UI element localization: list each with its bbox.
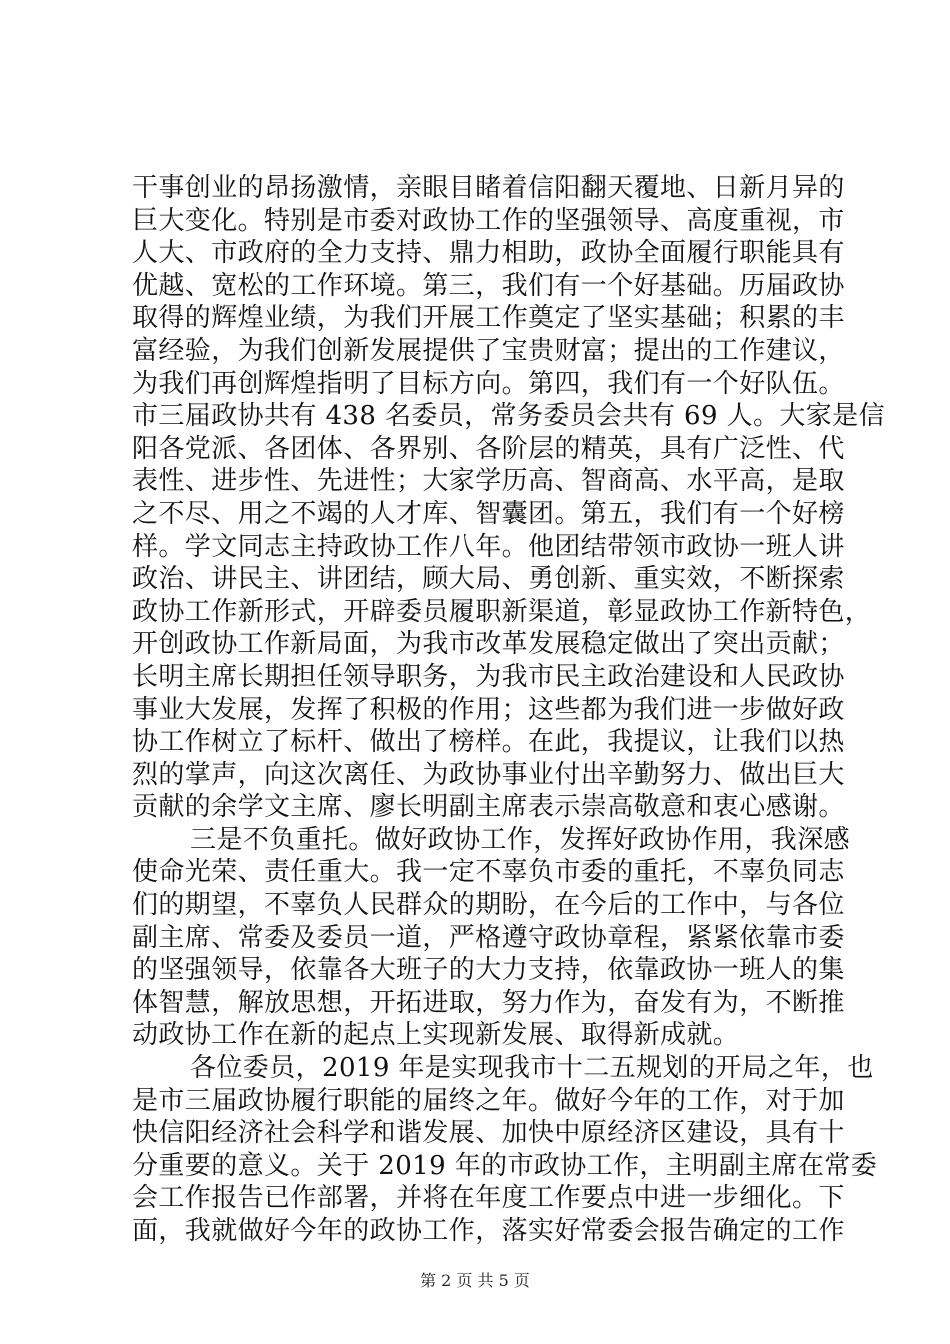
text-line: 副主席、常委及委员一道，严格遵守政协章程，紧紧依靠市委 xyxy=(132,922,845,953)
text-line: 的坚强领导，依靠各大班子的大力支持，依靠政协一班人的集 xyxy=(132,955,845,986)
text-line: 贡献的余学文主席、廖长明副主席表示崇高敬意和衷心感谢。 xyxy=(132,792,845,823)
text-line: 巨大变化。特别是市委对政协工作的坚强领导、高度重视，市 xyxy=(132,205,845,236)
text-line: 三是不负重托。做好政协工作，发挥好政协作用，我深感 xyxy=(190,824,851,855)
text-line: 使命光荣、责任重大。我一定不辜负市委的重托，不辜负同志 xyxy=(132,857,845,888)
text-line: 政协工作新形式，开辟委员履职新渠道，彰显政协工作新特色， xyxy=(132,596,872,627)
text-line: 表性、进步性、先进性；大家学历高、智商高、水平高，是取 xyxy=(132,466,845,497)
text-line: 取得的辉煌业绩，为我们开展工作奠定了坚实基础；积累的丰 xyxy=(132,303,845,334)
page-footer: 第 2 页 共 5 页 xyxy=(420,1271,530,1290)
text-line: 是市三届政协履行职能的届终之年。做好今年的工作，对于加 xyxy=(132,1085,845,1116)
text-line: 政治、讲民主、讲团结，顾大局、勇创新、重实效，不断探索 xyxy=(132,564,845,595)
text-line: 体智慧，解放思想，开拓进取，努力作为，奋发有为，不断推 xyxy=(132,987,845,1018)
text-line: 事业大发展，发挥了积极的作用；这些都为我们进一步做好政 xyxy=(132,694,845,725)
text-line: 协工作树立了标杆、做出了榜样。在此，我提议，让我们以热 xyxy=(132,727,845,758)
text-line: 们的期望，不辜负人民群众的期盼，在今后的工作中，与各位 xyxy=(132,890,845,921)
text-line: 市三届政协共有 438 名委员，常务委员会共有 69 人。大家是信 xyxy=(132,401,885,432)
text-line: 之不尽、用之不竭的人才库、智囊团。第五，我们有一个好榜 xyxy=(132,498,845,529)
text-line: 各位委员，2019 年是实现我市十二五规划的开局之年，也 xyxy=(190,1053,874,1084)
text-line: 长明主席长期担任领导职务，为我市民主政治建设和人民政协 xyxy=(132,661,845,692)
body-text xyxy=(132,172,885,1248)
text-line: 快信阳经济社会科学和谐发展、加快中原经济区建设，具有十 xyxy=(132,1118,845,1149)
text-line: 面，我就做好今年的政协工作，落实好常委会报告确定的工作 xyxy=(132,1216,845,1246)
text-line: 人大、市政府的全力支持、鼎力相助，政协全面履行职能具有 xyxy=(132,238,845,269)
text-line: 干事创业的昂扬激情，亲眼目睹着信阳翻天覆地、日新月异的 xyxy=(132,173,845,203)
text-line: 动政协工作在新的起点上实现新发展、取得新成就。 xyxy=(132,1020,740,1051)
text-line: 分重要的意义。关于 2019 年的市政协工作，主明副主席在常委 xyxy=(132,1150,878,1181)
text-line: 优越、宽松的工作环境。第三，我们有一个好基础。历届政协 xyxy=(132,270,845,301)
text-line: 会工作报告已作部署，并将在年度工作要点中进一步细化。下 xyxy=(132,1183,845,1214)
text-line: 为我们再创辉煌指明了目标方向。第四，我们有一个好队伍。 xyxy=(132,368,845,399)
text-line: 富经验，为我们创新发展提供了宝贵财富；提出的工作建议， xyxy=(132,335,845,366)
text-line: 烈的掌声，向这次离任、为政协事业付出辛勤努力、做出巨大 xyxy=(132,759,845,790)
text-line: 开创政协工作新局面，为我市改革发展稳定做出了突出贡献； xyxy=(132,629,845,660)
text-line: 阳各党派、各团体、各界别、各阶层的精英，具有广泛性、代 xyxy=(132,433,845,464)
text-line: 样。学文同志主持政协工作八年。他团结带领市政协一班人讲 xyxy=(132,531,845,562)
